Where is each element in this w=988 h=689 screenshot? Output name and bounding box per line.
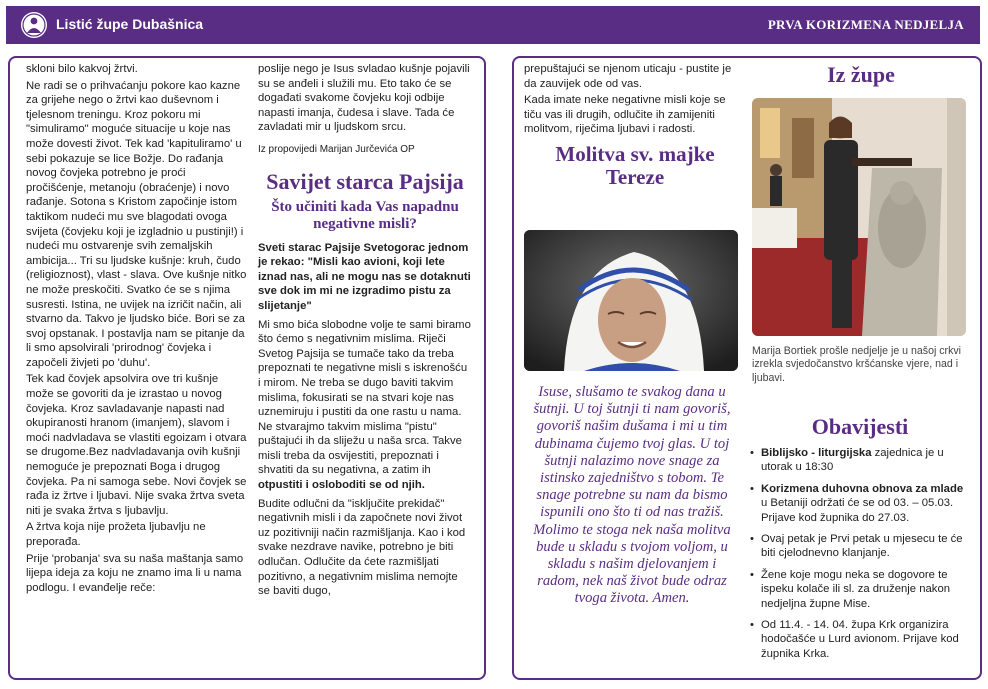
notices-list [750,446,970,661]
notices-heading: Obavijesti [811,414,909,439]
header-bar [6,6,980,44]
pajsije-subheading: Što učiniti kada Vas napadnu negativne misli? [271,198,459,232]
article-column-2 [258,62,472,601]
church-scene-illustration [752,98,966,336]
paragraph: A žrtva koja nije prožeta ljubavlju ne preporađa. [26,521,206,548]
parish-news-heading: Iz župe [827,62,895,87]
notices-block [750,446,970,668]
notice-text: Žene koje mogu neka se dogovore te ispeku kolače ili sl. za druženje nakon nedjeljna župne Mise. [761,568,951,610]
pajsije-quote: Sveti starac Pajsije Svetogorac jednom je rekao: "Misli kao avioni, koji lete iznad nas, ali ne mogu nas se dotaknuti sve dok im mi ne izgradimo pistu za slijetanje" [258,241,471,312]
paragraph: Ne radi se o prihvaćanju pokore kao kazne za grijehe nego o žrtvi kao duševnom i tjelesnom treningu. Kroz pokoru mi "simuliramo" moguće situacije u koje nas može dovesti život. Tek kad 'kapituliramo' u sebi pokazuje se lice Božje. Do rađanja novog čovjeka potrebno je proći pročišćenje, metanoju (obraćenje) i novo rađanje. Sotona s Kristom započinje istom taktikom nudeći mu sve blagodati ovoga svijeta (čovjeku koji je izgladnio u pustinji!) i nudeći mu ostvarenje svih zemaljskih ambicija... Tri su ljudske kušnje: kruh, čudo (religioznost), vlast - slava. Ove kušnje nitko ne može preskočiti. Svatko će se s njima susresti. Istina, ne uvijek na izričit način, ali stvarno da. Takvo je ljudsko biće. Bori se za svoj opstanak. I postavlja nam se pitanje da li smo apsolvirali 'prirodnog' čovjeka i započeli živjeti po 'duhu'. [26,79,247,369]
paragraph: Prije 'probanja' sva su naša maštanja samo lijepa ideja za koju ne znamo ima li u nama podlogu. I evanđelje reče: [26,552,244,594]
notice-item [750,446,970,475]
newsletter-title: Listić župe Dubašnica [56,16,204,32]
notice-emphasis: Biblijsko - liturgijska [761,447,872,459]
portrait-illustration [524,230,738,371]
notice-item [750,568,970,611]
paragraph [258,318,472,493]
sermon-source: Iz propovijedi Marijan Jurčevića OP [258,143,415,155]
article-column-4 [752,62,970,88]
paragraph-text: Mi smo bića slobodne volje te sami biramo što ćemo s negativnim mislima. Riječi Svetog Pajsija se tumače tako da treba prepoznati te negativne misli s iskrenošću i mirom. Ne treba se dugo baviti takvim mislima, fokusirati se na stvari koje nas uznemiruju i pustiti da one rastu u nama. Ne stvarajmo takvim mislima "pistu" puštajući ih da sliježu u naša srca. Takve misli treba da osvijestiti, prepoznati i shvatiti da su negativna, a zatim ih [258,318,471,477]
paragraph: Tek kad čovjek apsolvira ove tri kušnje može se govoriti da je izrastao u novog čovjeka. Kroz savladavanje napasti nad okupiranosti hranom (imanjem), slavom i moći nadvladava se vlastiti egoizam i otvara se drugome.Bez nadvladavanja ovih kušnji nemoguće je prepoznati Boga i drugog čovjeka. Pa ni samoga sebe. Novi čovjek se rađa iz žrtve i ljubavi. Nije svaka žrtva sveta niti je svaka žrtva s ljubavlju. [26,373,247,517]
article-column-3 [524,62,746,189]
notice-item [750,618,970,661]
parish-church-photo [752,98,966,336]
prayer-text: Isuse, slušamo te svakog dana u šutnji. U toj šutnji ti nam govoriš, govoriš našim dušama i mi u tim dubinama čujemo tvoj glas. U toj šutnji nalazimo nove snage za istinsko zajedništvo s tobom. Te snage potrebne su nam da bismo ispunili ono što ti od nas tražiš. Molimo te stoga nek naša molitva bude u skladu s tvojom voljom, u skladu s našim djelovanjem i radom, nek naš život bude odraz tvoga života. Amen. [533,384,731,607]
notice-text: zajednica je u utorak u 18:30 [761,447,944,474]
issue-title: PRVA KORIZMENA NEDJELJA [767,17,964,32]
paragraph-emphasis: otpustiti i osloboditi se od njih. [258,479,425,492]
photo-caption: Marija Bortiek prošle nedjelje je u našoj crkvi izrekla svjedočanstvo kršćanske vjere, nad i ljubavi. [752,345,962,384]
pajsije-heading: Savijet starca Pajsija [266,168,464,194]
notice-text: Od 11.4. - 14. 04. župa Krk organizira hodočašće u Lurd avionom. Prijave kod župnika Krka. [761,619,959,660]
mother-teresa-photo [524,230,738,371]
notice-text: Ovaj petak je Prvi petak u mjesecu te će biti cjelodnevno klanjanje. [761,533,963,560]
notice-emphasis: Korizmena duhovna obnova za mlade [761,482,964,495]
parish-logo-icon [20,11,48,39]
paragraph: prepuštajući se njenom uticaju - pustite je da zauvijek ode od vas. [524,63,732,90]
paragraph: poslije nego je Isus svladao kušnje pojavili su se anđeli i služili mu. Eto tako će se događati svakome čovjeku koji odbije napasti imanja, čudesa i slave. Tada će zavladati mir u ljudskom srcu. [258,63,470,134]
notice-item [750,532,970,561]
paragraph: Kada imate neke negativne misli koje se tiču vas ili drugih, odlučite ih zamijeniti molitvom, riječima ljubavi i radosti. [524,94,726,136]
paragraph: Budite odlučni da "isključite prekidač" negativnih misli i da započnete novi život uz pozitivniji način razmišljanja. Kao i kod svake nezdrave navike, potrebno je biti odlučan. Odlučite da ćete razmišljati pozitivno, a negativnim mislima nemojte se baviti dugo, [258,497,466,598]
paragraph: skloni bilo kakvoj žrtvi. [26,63,138,75]
article-column-1 [26,62,248,597]
notice-item [750,482,970,525]
notice-text: u Betaniji održati će se od 03. – 05.03. Prijave kod župnika do 27.03. [761,497,954,524]
prayer-heading: Molitva sv. majke Tereze [555,141,715,189]
